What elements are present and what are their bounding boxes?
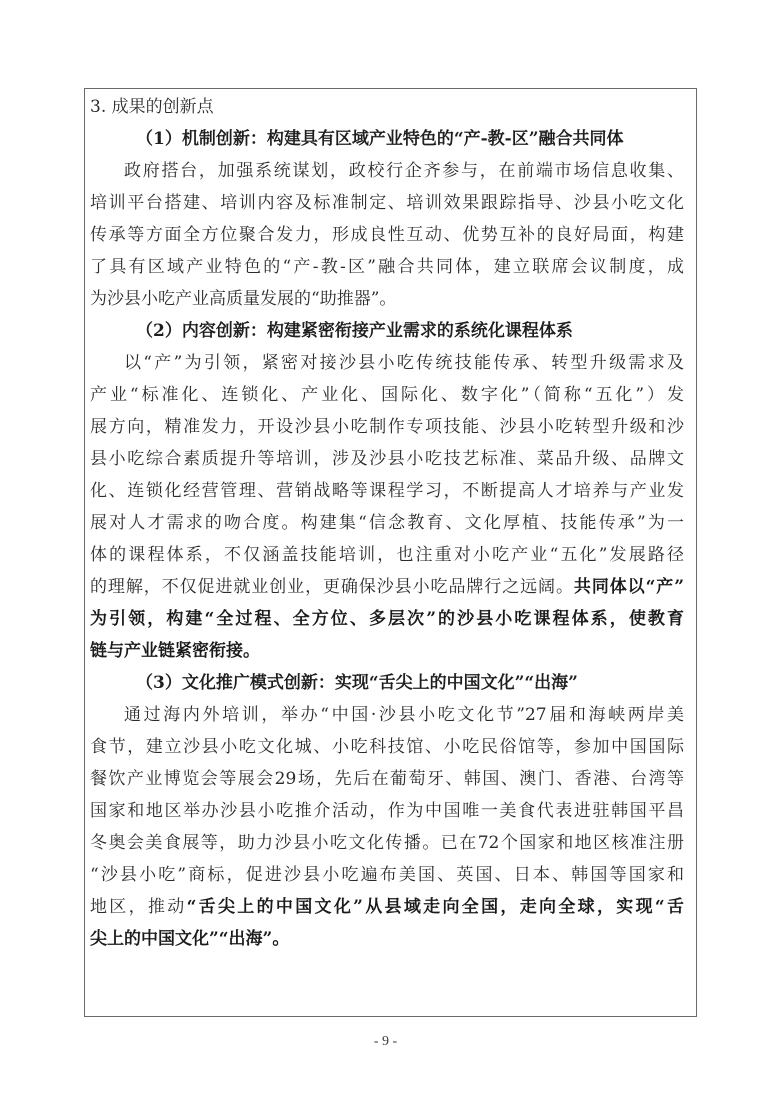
bold-text-line: 为引领，构建“全过程、全方位、多层次”的沙县小吃课程体系，使教育	[90, 609, 684, 629]
text-line: “沙县小吃”商标，促进沙县小吃遍布美国、英国、日本、韩国等国家和	[90, 865, 684, 885]
text-segment: 的理解，不仅促进就业创业，更确保沙县小吃品牌行之远阔。	[90, 577, 574, 597]
text-line: 政府搭台，加强系统谋划，政校行企齐参与，在前端市场信息收集、	[124, 161, 684, 181]
text-line: 为沙县小吃产业高质量发展的“助推器”。	[90, 289, 397, 309]
text-line: 化、连锁化经营管理、营销战略等课程学习，不断提高人才培养与产业发	[90, 481, 684, 501]
paragraph-culture-promotion	[90, 699, 684, 955]
page-number: - 9 -	[373, 1034, 398, 1049]
text-line-mixed	[90, 891, 684, 923]
heading-mechanism-innovation: （1）机制创新：构建具有区域产业特色的“产-教-区”融合共同体	[136, 129, 624, 149]
bold-text-line: 链与产业链紧密衔接。	[90, 641, 260, 661]
bold-text-line: 尖上的中国文化”“出海”。	[90, 929, 290, 949]
text-line: 传承等方面全方位聚合发力，形成良性互动、优势互补的良好局面，构建	[90, 225, 684, 245]
text-line: 培训平台搭建、培训内容及标准制定、培训效果跟踪指导、沙县小吃文化	[90, 193, 684, 213]
text-segment: 地区，推动	[90, 897, 187, 917]
bold-text-segment: “舌尖上的中国文化”从县域走向全国，走向全球，实现“舌	[186, 897, 684, 917]
heading-culture-promotion-innovation: （3）文化推广模式创新：实现“舌尖上的中国文化”“出海”	[136, 673, 578, 693]
paragraph-mechanism-innovation	[90, 155, 684, 315]
text-line: 了具有区域产业特色的“产-教-区”融合共同体，建立联席会议制度，成	[90, 257, 684, 277]
text-line: 国家和地区举办沙县小吃推介活动，作为中国唯一美食代表进驻韩国平昌	[90, 801, 684, 821]
text-line: 通过海内外培训，举办“中国·沙县小吃文化节”27届和海峡两岸美	[124, 705, 684, 725]
text-line: 体的课程体系，不仅涵盖技能培训，也注重对小吃产业“五化”发展路径	[90, 545, 684, 565]
text-line: 县小吃综合素质提升等培训，涉及沙县小吃技艺标准、菜品升级、品牌文	[90, 449, 684, 469]
text-line: 产业“标准化、连锁化、产业化、国际化、数字化”（简称“五化”）发	[90, 385, 684, 405]
bold-text-segment: 共同体以“产”	[573, 577, 684, 597]
text-line: 食节，建立沙县小吃文化城、小吃科技馆、小吃民俗馆等，参加中国国际	[90, 737, 684, 757]
text-line: 展方向，精准发力，开设沙县小吃制作专项技能、沙县小吃转型升级和沙	[90, 417, 684, 437]
text-line-mixed	[90, 571, 684, 603]
text-line: 餐饮产业博览会等展会29场，先后在葡萄牙、韩国、澳门、香港、台湾等	[90, 769, 684, 789]
content-frame	[84, 88, 697, 1017]
text-line: 冬奥会美食展等，助力沙县小吃文化传播。已在72个国家和地区核准注册	[90, 833, 684, 853]
section-title: 3. 成果的创新点	[90, 97, 214, 117]
text-line: 以“产”为引领，紧密对接沙县小吃传统技能传承、转型升级需求及	[124, 353, 684, 373]
paragraph-content-innovation	[90, 347, 684, 667]
text-line: 展对人才需求的吻合度。构建集“信念教育、文化厚植、技能传承”为一	[90, 513, 684, 533]
heading-content-innovation: （2）内容创新：构建紧密衔接产业需求的系统化课程体系	[136, 321, 573, 341]
